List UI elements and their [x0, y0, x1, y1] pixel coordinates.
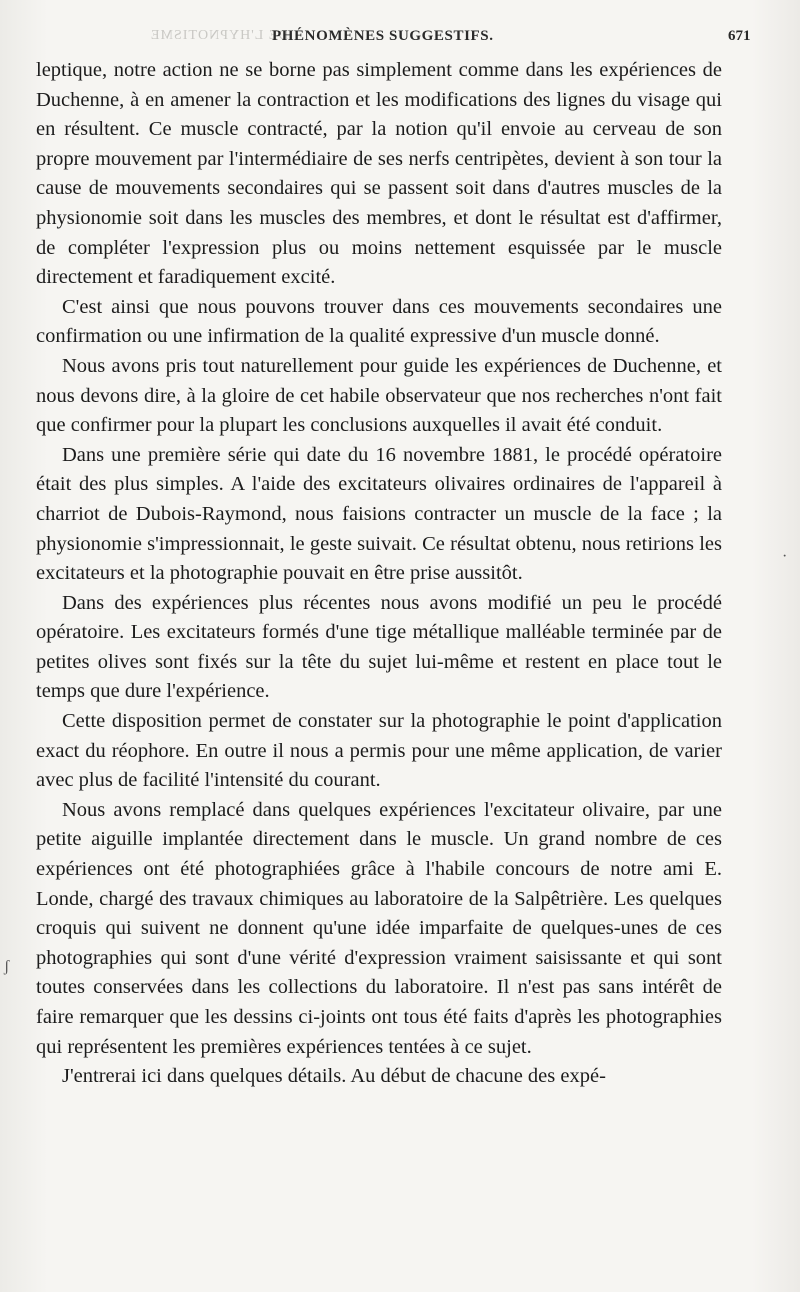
- bleed-through-text: DE L'HYPNOTISME: [150, 28, 289, 43]
- paragraph: Cette disposition permet de constater sur la photographie le point d'application exact du réophore. En outre il nous a permis pour une même application, de varier avec plus de facilité l'intensité du courant.: [36, 710, 722, 792]
- body-text: [36, 56, 722, 1092]
- paragraph: Dans une première série qui date du 16 novembre 1881, le procédé opératoire était des plus simples. A l'aide des excitateurs olivaires ordinaires de l'appareil à charriot de Dubois-Raymond, nous faisions contracter un muscle de la face ; la physionomie s'impressionnait, le geste suivait. Ce résultat obtenu, nous retirions les excitateurs et la photographie pouvait en être prise aussitôt.: [36, 443, 722, 585]
- paragraph: J'entrerai ici dans quelques détails. Au début de chacune des expé-: [62, 1065, 606, 1088]
- paragraph: leptique, notre action ne se borne pas simplement comme dans les expériences de Duchenne, à en amener la contraction et les modifications des lignes du visage qui en résultent. Ce muscle contracté, par la notion qu'il envoie au cerveau de son propre mouvement par l'intermédiaire de ses nerfs centripètes, devient à son tour la cause de mouvements secondaires qui se passent soit dans d'autres muscles de la physionomie soit dans les muscles des membres, et dont le résultat est d'affirmer, de compléter l'expression plus ou moins nettement esquissée par le muscle directement et faradiquement excité.: [36, 59, 722, 289]
- paragraph: C'est ainsi que nous pouvons trouver dans ces mouvements secondaires une confirmation ou une infirmation de la qualité expressive d'un muscle donné.: [36, 295, 722, 348]
- page-number: 671: [728, 28, 751, 44]
- paragraph: Nous avons remplacé dans quelques expériences l'excitateur olivaire, par une petite aiguille implantée directement dans le muscle. Un grand nombre de ces expériences ont été photographiées grâce à l'habile concours de notre ami E. Londe, chargé des travaux chimiques au laboratoire de la Salpêtrière. Les quelques croquis qui suivent ne donnent qu'une idée imparfaite de quelques-unes de ces photographies qui sont d'une vérité d'expression vraiment saisissante et qui sont toutes conservées dans les collections du laboratoire. Il n'est pas sans intérêt de faire remarquer que les dessins ci-joints ont tous été faits d'après les photographies qui représentent les premières expériences tentées à ce sujet.: [36, 798, 722, 1058]
- margin-mark: ʃ: [4, 958, 10, 975]
- margin-mark: ·: [782, 548, 788, 565]
- running-title: PHÉNOMÈNES SUGGESTIFS.: [272, 28, 494, 44]
- paragraph: Dans des expériences plus récentes nous avons modifié un peu le procédé opératoire. Les excitateurs formés d'une tige métallique malléable terminée par de petites olives sont fixés sur la tête du sujet lui-même et restent en place tout le temps que dure l'expérience.: [36, 591, 722, 703]
- paragraph: Nous avons pris tout naturellement pour guide les expériences de Duchenne, et nous devons dire, à la gloire de cet habile observateur que nos recherches n'ont fait que confirmer pour la plupart les conclusions auxquelles il avait été conduit.: [36, 354, 722, 437]
- running-header: [0, 22, 800, 52]
